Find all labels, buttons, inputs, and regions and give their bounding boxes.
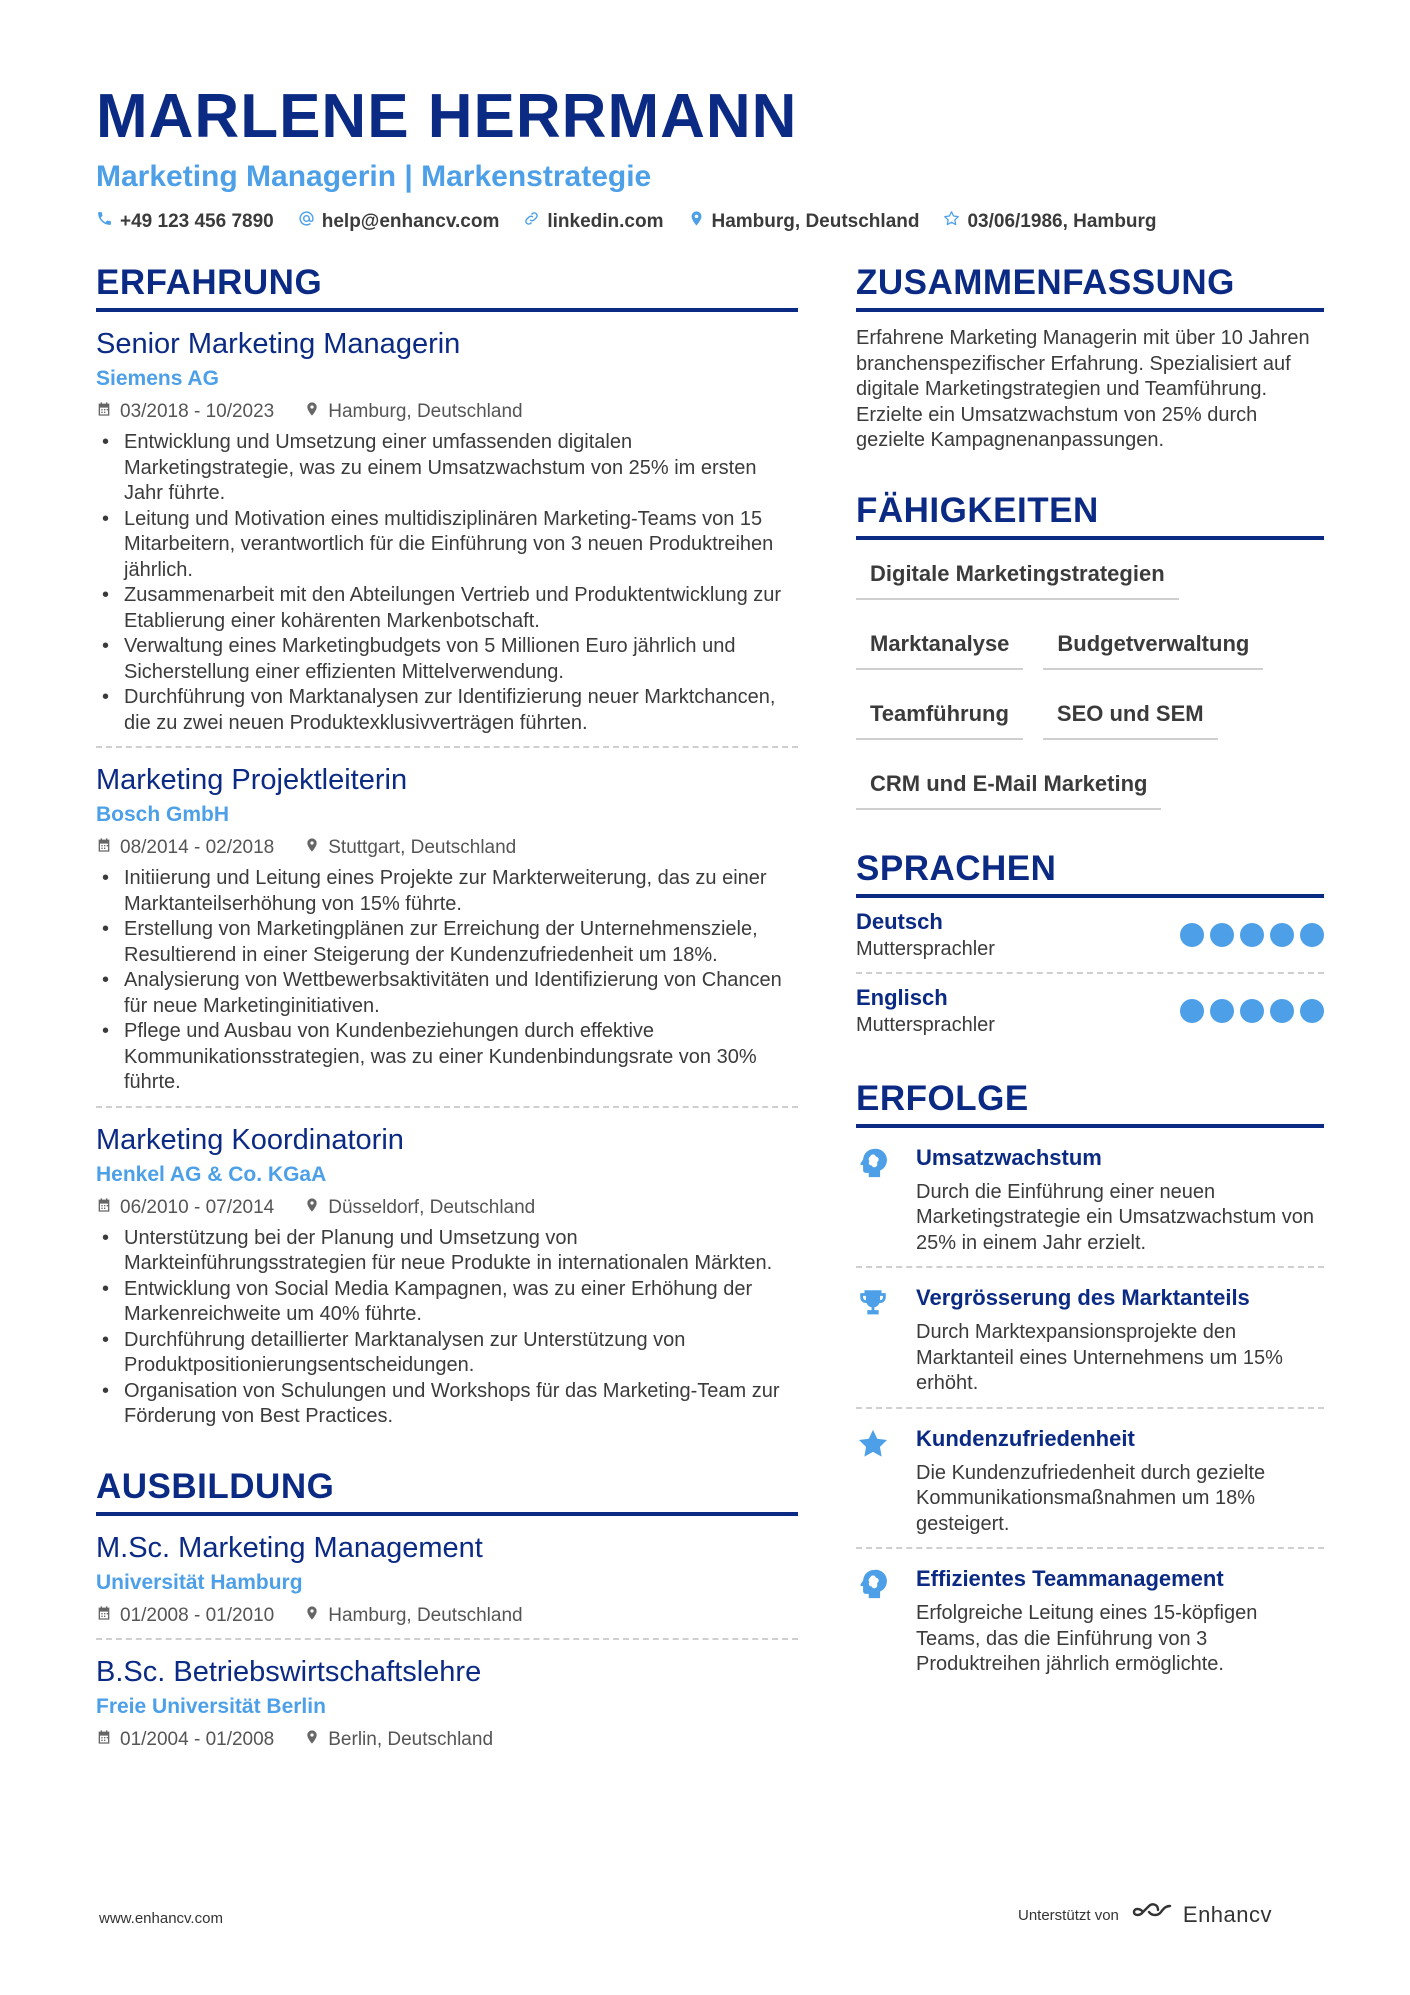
footer-website[interactable]: www.enhancv.com <box>99 1910 223 1927</box>
skill-tag: Marktanalyse <box>856 624 1023 670</box>
link-icon <box>523 210 540 233</box>
star-icon <box>856 1425 896 1538</box>
edu-location-text: Hamburg, Deutschland <box>328 1604 523 1626</box>
contact-linkedin[interactable] <box>523 210 663 233</box>
skill-tag: Teamführung <box>856 694 1023 740</box>
bullet-item: • Verwaltung eines Marketingbudgets von 5 Millionen Euro jährlich und Sicherstellung einer effizienten Mittelverwendung. <box>96 634 798 685</box>
contact-location <box>688 210 920 233</box>
rating-dot <box>1270 923 1294 947</box>
bullet-item: • Erstellung von Marketingplänen zur Erreichung der Unternehmensziele, Resultierend in einer Steigerung der Kundenzufriedenheit um 18%. <box>96 917 798 968</box>
brain-icon <box>856 1565 896 1678</box>
skill-tag: SEO und SEM <box>1043 694 1218 740</box>
job-role: Marketing Koordinatorin <box>96 1123 404 1156</box>
right-column <box>856 262 1324 1688</box>
job-location-text: Düsseldorf, Deutschland <box>328 1196 536 1218</box>
contact-birth-text: 03/06/1986, Hamburg <box>967 210 1157 232</box>
location-icon <box>304 1728 320 1752</box>
job-dates-text: 06/2010 - 07/2014 <box>120 1196 275 1218</box>
edu-school: Universität Hamburg <box>96 1570 303 1594</box>
skill-tag: CRM und E-Mail Marketing <box>856 764 1161 810</box>
star-icon <box>943 210 960 233</box>
skill-tag: Budgetverwaltung <box>1043 624 1263 670</box>
achievement-title: Kundenzufriedenheit <box>916 1425 1135 1451</box>
rating-dot <box>1180 923 1204 947</box>
achievement-item <box>856 1549 1324 1688</box>
location-icon <box>304 1196 320 1220</box>
contact-phone[interactable] <box>96 210 274 233</box>
experience-entry <box>96 1108 798 1440</box>
calendar-icon <box>96 1604 112 1628</box>
job-role: Senior Marketing Managerin <box>96 328 461 360</box>
job-location <box>304 1196 535 1220</box>
experience-entry <box>96 748 798 1108</box>
job-meta <box>96 836 798 860</box>
edu-school: Freie Universität Berlin <box>96 1694 326 1718</box>
achievement-item <box>856 1128 1324 1269</box>
rating-dot <box>1210 999 1234 1023</box>
bullet-item: • Zusammenarbeit mit den Abteilungen Vertrieb und Produktentwicklung zur Etablierung einer kohärenten Markenbotschaft. <box>96 583 798 634</box>
achievement-title: Umsatzwachstum <box>916 1144 1102 1170</box>
bullet-item: • Pflege und Ausbau von Kundenbeziehungen durch effektive Kommunikationsstrategien, was zu einer Kundenbindungsrate von 30% führte. <box>96 1019 798 1096</box>
calendar-icon <box>96 400 112 424</box>
edu-degree: B.Sc. Betriebswirtschaftslehre <box>96 1655 482 1688</box>
contact-email-text: help@enhancv.com <box>321 210 500 232</box>
education-entry <box>96 1640 798 1762</box>
bullet-item: • Entwicklung und Umsetzung einer umfassenden digitalen Marketingstrategie, was zu einem Umsatzwachstum von 25% im ersten Jahr führte. <box>96 430 798 507</box>
calendar-icon <box>96 1728 112 1752</box>
languages-title: SPRACHEN <box>856 848 1324 898</box>
language-name: Deutsch <box>856 908 943 934</box>
location-icon <box>304 836 320 860</box>
rating-dot <box>1270 999 1294 1023</box>
achievements-title: ERFOLGE <box>856 1078 1324 1128</box>
candidate-name: MARLENE HERRMANN <box>96 82 798 151</box>
contact-linkedin-text: linkedin.com <box>547 210 664 232</box>
contact-birth <box>943 210 1156 233</box>
job-dates-text: 08/2014 - 02/2018 <box>120 837 275 858</box>
edu-dates <box>96 1728 274 1752</box>
job-location-text: Hamburg, Deutschland <box>328 401 523 422</box>
achievement-desc: Die Kundenzufriedenheit durch gezielte Kommunikationsmaßnahmen um 18% gesteigert. <box>916 1461 1266 1535</box>
left-column <box>96 262 798 1762</box>
skill-tag: Digitale Marketingstrategien <box>856 554 1179 600</box>
brand-logo[interactable] <box>1131 1900 1272 1930</box>
contact-location-text: Hamburg, Deutschland <box>711 210 920 232</box>
bullet-item: • Initiierung und Leitung eines Projekte zur Markterweiterung, das zu einer Marktanteilserhöhung von 15% führte. <box>96 866 798 917</box>
job-dates <box>96 1196 274 1220</box>
language-level: Muttersprachler <box>856 1013 995 1036</box>
edu-location <box>304 1604 522 1628</box>
bullet-item: • Entwicklung von Social Media Kampagnen, was zu einer Erhöhung der Markenreichweite um 40% führte. <box>96 1277 798 1328</box>
achievement-item <box>856 1409 1324 1550</box>
job-role: Marketing Projektleiterin <box>96 764 408 796</box>
language-level: Muttersprachler <box>856 937 995 960</box>
rating-dot <box>1240 999 1264 1023</box>
brand-name: Enhancv <box>1182 1902 1273 1927</box>
achievement-content <box>916 1144 1324 1257</box>
job-dates <box>96 400 274 424</box>
achievement-desc: Durch Marktexpansionsprojekte den Marktanteil eines Unternehmens um 15% erhöht. <box>916 1321 1283 1394</box>
powered-by-text: Unterstützt von <box>1018 1906 1119 1924</box>
job-meta <box>96 1196 798 1220</box>
location-icon <box>304 1604 320 1628</box>
calendar-icon <box>96 1196 112 1220</box>
rating-dot <box>1210 923 1234 947</box>
achievement-content <box>916 1425 1324 1538</box>
job-location-text: Stuttgart, Deutschland <box>328 837 517 858</box>
job-company: Bosch GmbH <box>96 803 230 826</box>
phone-icon <box>96 210 113 233</box>
job-bullets <box>96 1226 798 1430</box>
job-company: Siemens AG <box>96 367 219 390</box>
job-dates-text: 03/2018 - 10/2023 <box>120 401 275 422</box>
job-bullets <box>96 430 798 736</box>
experience-entry <box>96 312 798 748</box>
infinity-icon <box>1131 1900 1177 1930</box>
achievement-title: Vergrösserung des Marktanteils <box>916 1285 1250 1310</box>
language-info <box>856 908 995 962</box>
bullet-item: • Unterstützung bei der Planung und Umsetzung von Markteinführungsstrategien für neue Produkte in internationalen Märkten. <box>96 1226 798 1277</box>
edu-meta <box>96 1728 798 1752</box>
at-icon <box>298 210 315 233</box>
job-bullets <box>96 866 798 1096</box>
skills-list <box>856 554 1324 810</box>
rating-dot <box>1300 923 1324 947</box>
trophy-icon <box>856 1284 896 1397</box>
contact-email[interactable] <box>298 210 500 233</box>
edu-location <box>304 1728 493 1752</box>
language-rating <box>1180 999 1324 1023</box>
language-rating <box>1180 923 1324 947</box>
job-meta <box>96 400 798 424</box>
edu-meta <box>96 1604 798 1628</box>
achievement-content <box>916 1565 1324 1678</box>
achievement-desc: Erfolgreiche Leitung eines 15-köpfigen Teams, das die Einführung von 3 Produktreihen jährlich ermöglichte. <box>916 1602 1258 1675</box>
edu-degree: M.Sc. Marketing Management <box>96 1531 483 1564</box>
language-name: Englisch <box>856 984 948 1010</box>
language-row <box>856 898 1324 974</box>
education-entry <box>96 1516 798 1640</box>
footer-brand <box>1018 1900 1272 1930</box>
bullet-item: • Analysierung von Wettbewerbsaktivitäten und Identifizierung von Chancen für neue Marketinginitiativen. <box>96 968 798 1019</box>
education-title: AUSBILDUNG <box>96 1466 798 1516</box>
bullet-item: • Organisation von Schulungen und Workshops für das Marketing-Team zur Förderung von Best Practices. <box>96 1379 798 1430</box>
summary-text: Erfahrene Marketing Managerin mit über 10 Jahren branchenspezifischer Erfahrung. Spezialisiert auf digitale Marketingstrategien und Teamführung. Erzielte ein Umsatzwachstum von 25% durch gezielte Kampagnenanpassungen. <box>856 327 1310 451</box>
bullet-item: • Durchführung von Marktanalysen zur Identifizierung neuer Marktchancen, die zu zwei neuen Produktexklusivverträgen führten. <box>96 685 798 736</box>
summary-title: ZUSAMMENFASSUNG <box>856 262 1324 312</box>
location-icon <box>688 210 705 233</box>
rating-dot <box>1180 999 1204 1023</box>
job-dates <box>96 836 274 860</box>
edu-location-text: Berlin, Deutschland <box>328 1728 494 1750</box>
language-row <box>856 974 1324 1048</box>
language-info <box>856 984 995 1038</box>
achievement-item <box>856 1268 1324 1409</box>
achievement-desc: Durch die Einführung einer neuen Marketingstrategie ein Umsatzwachstum von 25% in einem Jahr erzielt. <box>916 1180 1314 1254</box>
bullet-item: • Durchführung detaillierter Marktanalysen zur Unterstützung von Produktpositionierungsentscheidungen. <box>96 1328 798 1379</box>
job-location <box>304 400 522 424</box>
achievement-content <box>916 1284 1324 1397</box>
job-location <box>304 836 516 860</box>
candidate-headline: Marketing Managerin | Markenstrategie <box>96 160 652 193</box>
calendar-icon <box>96 836 112 860</box>
achievement-title: Effizientes Teammanagement <box>916 1566 1224 1591</box>
location-icon <box>304 400 320 424</box>
edu-dates <box>96 1604 274 1628</box>
bullet-item: • Leitung und Motivation eines multidisziplinären Marketing-Teams von 15 Mitarbeitern, verantwortlich für die Einführung von 3 neuen Produktreihen jährlich. <box>96 507 798 584</box>
rating-dot <box>1300 999 1324 1023</box>
contact-phone-text: +49 123 456 7890 <box>120 210 274 232</box>
skills-title: FÄHIGKEITEN <box>856 490 1324 540</box>
edu-dates-text: 01/2004 - 01/2008 <box>120 1728 275 1750</box>
job-company: Henkel AG & Co. KGaA <box>96 1162 327 1186</box>
edu-dates-text: 01/2008 - 01/2010 <box>120 1604 275 1626</box>
brain-icon <box>856 1144 896 1257</box>
resume-header <box>96 80 1326 233</box>
contact-bar <box>96 210 1326 233</box>
rating-dot <box>1240 923 1264 947</box>
experience-title: ERFAHRUNG <box>96 262 798 312</box>
